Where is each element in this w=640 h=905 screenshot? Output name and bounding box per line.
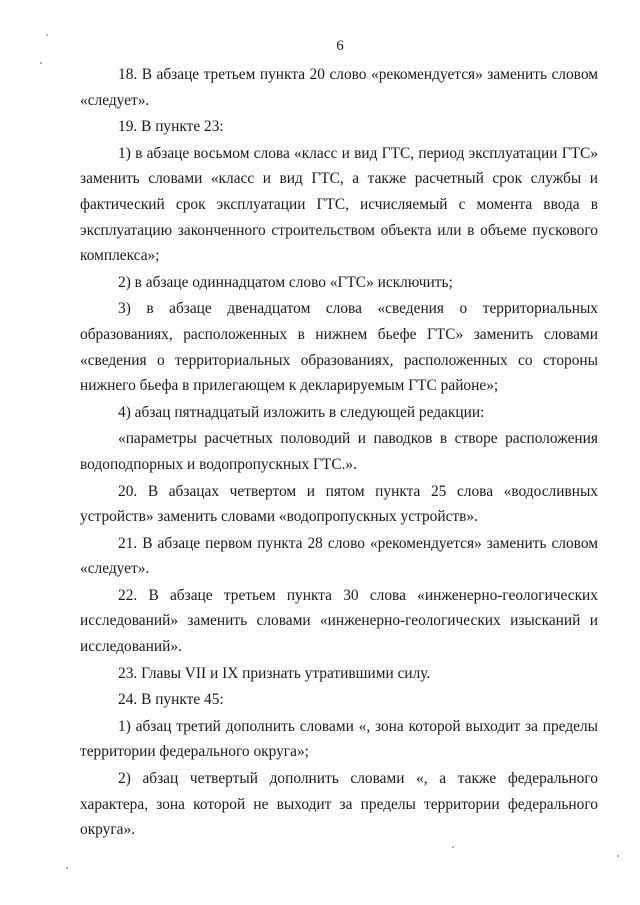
paragraph-item-24-2: 2) абзац четвертый дополнить словами «, а также федерального характера, зона которой не выходит за пределы территории федерального округа». xyxy=(80,770,598,839)
paragraph-item-19-4: 4) абзац пятнадцатый изложить в следующей редакции: xyxy=(118,403,485,421)
scan-speck xyxy=(617,855,619,857)
paragraph-item-19-3: 3) в абзаце двенадцатом слова «сведения о территориальных образованиях, расположенных в нижнем бьефе ГТС» заменить словами «сведения о территориальных образованиях, расположенных со стороны нижнего бьефа в прилегающем к декларируемым ГТС районе»; xyxy=(80,300,598,395)
paragraph-item-22: 22. В абзаце третьем пункта 30 слова «инженерно-геологических исследований» заменить словами «инженерно-геологических изысканий и исследований». xyxy=(80,586,598,656)
paragraph-item-19-2: 2) в абзаце одиннадцатом слово «ГТС» исключить; xyxy=(118,273,453,291)
page-number: 6 xyxy=(336,38,344,54)
paragraph-item-23: 23. Главы VII и IX признать утратившими силу. xyxy=(118,664,431,682)
scan-speck xyxy=(40,62,42,64)
paragraph-item-18: 18. В абзаце третьем пункта 20 слово «рекомендуется» заменить словом «следует». xyxy=(80,66,598,109)
paragraph-item-19-heading: 19. В пункте 23: xyxy=(118,118,224,136)
paragraph-item-19-1: 1) в абзаце восьмом слова «класс и вид ГТС, период эксплуатации ГТС» заменить словами «класс и вид ГТС, а также расчетный срок службы и фактический срок эксплуатации ГТС, исчисляемый с момента ввода в эксплуатацию законченного строительством объекта или в объеме пускового комплекса»; xyxy=(80,144,598,265)
paragraph-item-20: 20. В абзацах четвертом и пятом пункта 25 слова «водосливных устройств» заменить словами «водопропускных устройств». xyxy=(80,482,598,526)
scan-speck xyxy=(66,867,68,869)
paragraph-quoted-text: «параметры расчетных половодий и паводков в створе расположения водоподпорных и водопропускных ГТС.». xyxy=(80,430,598,473)
scan-speck xyxy=(46,34,48,36)
document-body xyxy=(80,62,598,843)
scan-speck xyxy=(452,846,454,848)
paragraph-item-21: 21. В абзаце первом пункта 28 слово «рекомендуется» заменить словом «следует». xyxy=(80,534,598,578)
paragraph-item-24-heading: 24. В пункте 45: xyxy=(118,691,224,709)
paragraph-item-24-1: 1) абзац третий дополнить словами «, зона которой выходит за пределы территории федерального округа»; xyxy=(80,717,598,761)
